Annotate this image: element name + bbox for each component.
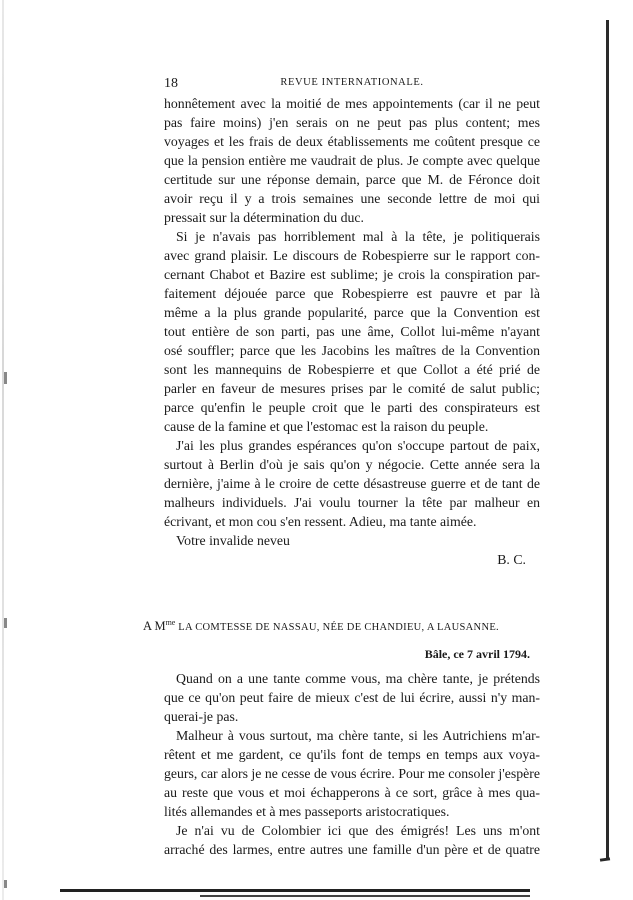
text-line: pressait sur la détermination du duc. — [164, 210, 365, 225]
text-line: arraché des larmes, entre autres une famille d'un père et de quatre — [164, 842, 540, 858]
scan-bottom-edge-thin — [200, 895, 530, 897]
text-line: Malheur à vous surtout, ma chère tante, si les Autrichiens m'ar- — [176, 728, 540, 744]
letter-2-addressee — [143, 614, 563, 636]
addressee-prefix: A M — [143, 619, 166, 634]
text-line: J'ai les plus grandes espérances qu'on s'occupe partout de paix, — [176, 438, 540, 453]
text-line: querai-je pas. — [164, 709, 239, 725]
text-line: que ce qu'on peut faire de mieux c'est de lui écrire, aussi n'y man- — [164, 690, 540, 706]
text-line: Si je n'avais pas horriblement mal à la tête, je politiquerais — [176, 229, 540, 244]
text-line: osé souffler; parce que les Jacobins les maîtres de la Convention — [164, 343, 540, 358]
page-header — [164, 76, 540, 94]
text-line: pas faire moins) j'en serais on ne peut pas plus content; mes — [164, 115, 540, 130]
text-line: certitude sur une réponse demain, parce que M. de Féronce doit — [164, 172, 540, 187]
text-line: faitement déjouée parce que Robespierre est pauvre et par là — [164, 286, 540, 301]
text-line: avec grand plaisir. Le discours de Robespierre sur le rapport con- — [164, 248, 540, 263]
scan-margin-mark — [4, 880, 7, 888]
scan-right-edge — [606, 20, 609, 860]
text-line: écrivant, et mon cou s'en ressent. Adieu, ma tante aimée. — [164, 514, 477, 529]
scan-left-edge — [2, 0, 4, 900]
scan-bottom-edge — [60, 889, 530, 892]
addressee-rest: LA COMTESSE DE NASSAU, NÉE DE CHANDIEU, A LAUSANNE. — [175, 622, 499, 634]
text-line: dernière, j'aime à le croire de cette désastreuse guerre et de tant de — [164, 476, 540, 491]
scan-margin-mark — [4, 372, 7, 384]
text-line: que la pension entière me vaudrait de plus. Je compte avec quelque — [164, 153, 540, 168]
page-number: 18 — [164, 76, 178, 91]
letter-1 — [164, 94, 540, 569]
text-line: voyages et les frais de deux établissements me coûtent presque ce — [164, 134, 540, 149]
text-line: sont les mannequins de Robespierre et que Collot a été prié de — [164, 362, 540, 377]
text-line: cernant Chabot et Bazire est sublime; je crois la conspiration par- — [164, 267, 540, 282]
text-line: Je n'ai vu de Colombier ici que des émigrés! Les uns m'ont — [176, 823, 540, 839]
text-line: honnêtement avec la moitié de mes appointements (car il ne peut — [164, 96, 540, 111]
text-line: rêtent et me gardent, ce qu'ils font de temps en temps aux voya- — [164, 747, 540, 763]
text-line: tout entière de son parti, pas une âme, Collot lui-même n'ayant — [164, 324, 540, 339]
text-line: malheurs individuels. J'ai voulu tourner la tête par malheur en — [164, 495, 540, 510]
text-line: lités allemandes et à mes passeports aristocratiques. — [164, 804, 450, 820]
scan-margin-mark — [4, 618, 7, 628]
signature: B. C. — [497, 552, 526, 567]
text-line: au reste que vous et moi échapperons à ce sort, grâce à mes qua- — [164, 785, 540, 801]
book-page — [143, 76, 540, 859]
scan-right-edge-tail — [600, 857, 610, 861]
text-line: même a la plus grande popularité, parce que la Convention est — [164, 305, 540, 320]
letter-2-dateline: Bâle, ce 7 avril 1794. — [424, 647, 530, 662]
addressee-sup: me — [165, 618, 176, 627]
text-line: parce qu'enfin le peuple croit que le parti des conspirateurs est — [164, 400, 540, 415]
text-line: cause de la famine et que l'estomac est la raison du peuple. — [164, 419, 489, 434]
text-line: Votre invalide neveu — [176, 533, 290, 548]
running-title: REVUE INTERNATIONALE. — [280, 77, 424, 88]
text-line: Quand on a une tante comme vous, ma chère tante, je prétends — [176, 671, 540, 687]
text-line: parler en faveur de mesures prises par le comité de salut public; — [164, 381, 540, 396]
text-line: avoir reçu il y a trois semaines une seconde lettre de moi qui — [164, 191, 540, 206]
letter-2 — [164, 669, 540, 859]
text-line: surtout à Berlin d'où je sais qu'on y négocie. Cette année sera la — [164, 457, 540, 472]
text-line: geurs, car alors je ne cesse de vous écrire. Pour me consoler j'espère — [164, 766, 540, 782]
